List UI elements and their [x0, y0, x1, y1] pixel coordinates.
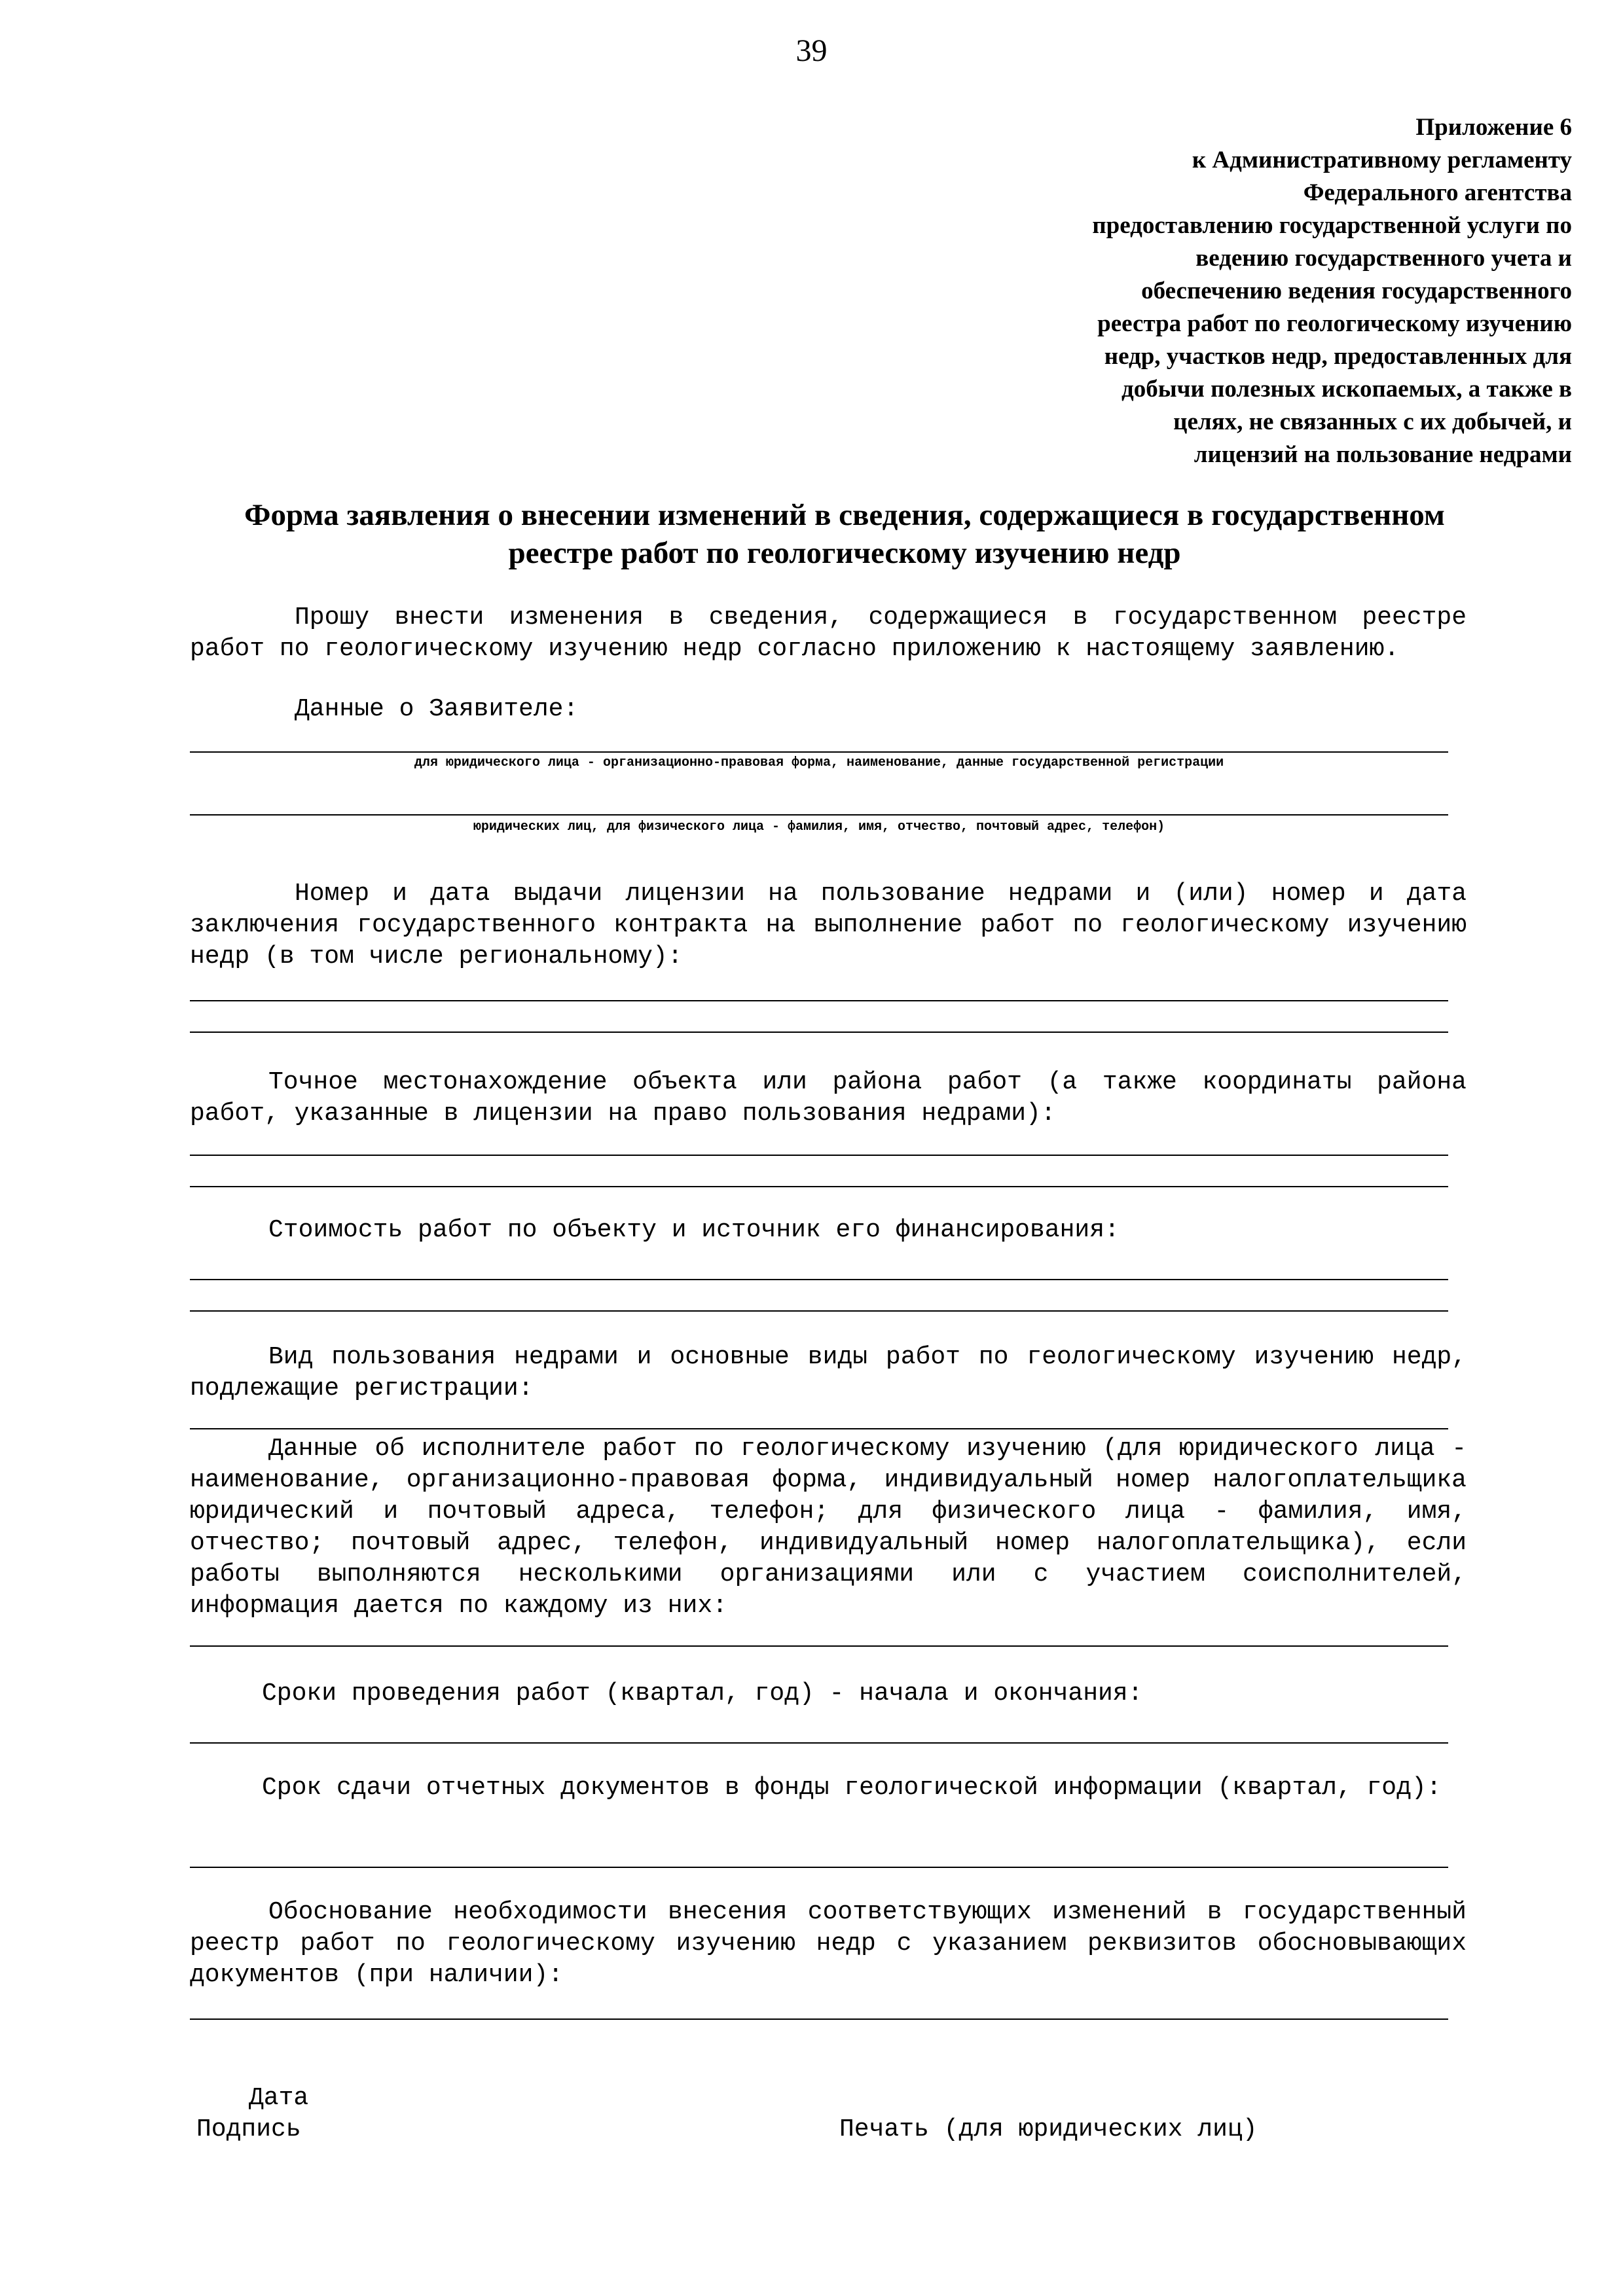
cost-line-1: [190, 1279, 1448, 1280]
annex-line: лицензий на пользование недрами: [1194, 441, 1572, 468]
date-label: Дата: [249, 2084, 309, 2112]
cost-section-text: Стоимость работ по объекту и источник его финансирования:: [268, 1216, 1120, 1244]
justification-line: [190, 2018, 1448, 2020]
applicant-line-2: [190, 814, 1448, 816]
request-text: Прошу внести изменения в сведения, содержащиеся в государственном реестре работ по геологическому изучению недр согласно приложению к настоящему заявлению.: [190, 603, 1467, 663]
applicant-caption-2: юридических лиц, для физического лица - фамилия, имя, отчество, почтовый адрес, телефон): [473, 819, 1165, 834]
contractor-section-text: Данные об исполнителе работ по геологическому изучению (для юридического лица - наименование, организационно-правовая форма, индивидуальный номер налогоплательщика юридический и почтовый адреса, телефон; для физического лица - фамилия, имя, отчество; почтовый адрес, телефон, индивидуальный номер налогоплательщика), если работы выполняются несколькими организациями или с участием соисполнителей, информация дается по каждому из них:: [190, 1435, 1467, 1620]
use-type-section-text: Вид пользования недрами и основные виды работ по геологическому изучению недр, подлежащие регистрации:: [190, 1343, 1467, 1403]
terms-line: [190, 1742, 1448, 1744]
annex-line: ведению государственного учета и: [1195, 245, 1572, 272]
license-section-text: Номер и дата выдачи лицензии на пользование недрами и (или) номер и дата заключения государственного контракта на выполнение работ по геологическому изучению недр (в том числе региональному):: [190, 880, 1467, 971]
form-title: [196, 496, 1493, 572]
report-deadline-section-text: Срок сдачи отчетных документов в фонды геологической информации (квартал, год):: [262, 1774, 1442, 1802]
signature-label: Подпись: [196, 2115, 301, 2144]
applicant-caption-1: для юридического лица - организационно-правовая форма, наименование, данные государственной регистрации: [414, 755, 1224, 770]
terms-section-text: Сроки проведения работ (квартал, год) - начала и окончания:: [262, 1679, 1143, 1708]
annex-line: добычи полезных ископаемых, а также в: [1122, 376, 1572, 403]
use-type-line: [190, 1428, 1448, 1429]
form-title-line: реестре работ по геологическому изучению недр: [508, 536, 1181, 570]
page-number: 39: [795, 33, 828, 68]
location-section-text: Точное местонахождение объекта или района работ (а также координаты района работ, указанные в лицензии на право пользования недрами):: [190, 1068, 1467, 1128]
applicant-label: Данные о Заявителе:: [295, 695, 579, 723]
license-line-2: [190, 1031, 1448, 1033]
justification-section-text: Обоснование необходимости внесения соответствующих изменений в государственный реестр работ по геологическому изучению недр с указанием реквизитов обосновывающих документов (при наличии):: [190, 1898, 1467, 1989]
annex-line: предоставлению государственной услуги по: [1092, 212, 1572, 239]
location-line-1: [190, 1155, 1448, 1156]
annex-line: реестра работ по геологическому изучению: [1097, 310, 1572, 337]
seal-label: Печать (для юридических лиц): [839, 2115, 1258, 2144]
license-line-1: [190, 1000, 1448, 1001]
location-line-2: [190, 1186, 1448, 1187]
annex-line: Федерального агентства: [1303, 179, 1572, 206]
annex-line: недр, участков недр, предоставленных для: [1104, 343, 1572, 370]
report-deadline-line: [190, 1867, 1448, 1868]
cost-line-2: [190, 1310, 1448, 1312]
annex-line: к Административному регламенту: [1192, 147, 1572, 173]
annex-line: целях, не связанных с их добычей, и: [1173, 408, 1572, 435]
annex-header: [917, 111, 1572, 471]
annex-line: обеспечению ведения государственного: [1141, 278, 1572, 304]
contractor-line: [190, 1645, 1448, 1647]
form-title-line: Форма заявления о внесении изменений в сведения, содержащиеся в государственном: [244, 498, 1445, 532]
annex-line: Приложение 6: [1415, 114, 1572, 141]
applicant-line-1: [190, 751, 1448, 753]
